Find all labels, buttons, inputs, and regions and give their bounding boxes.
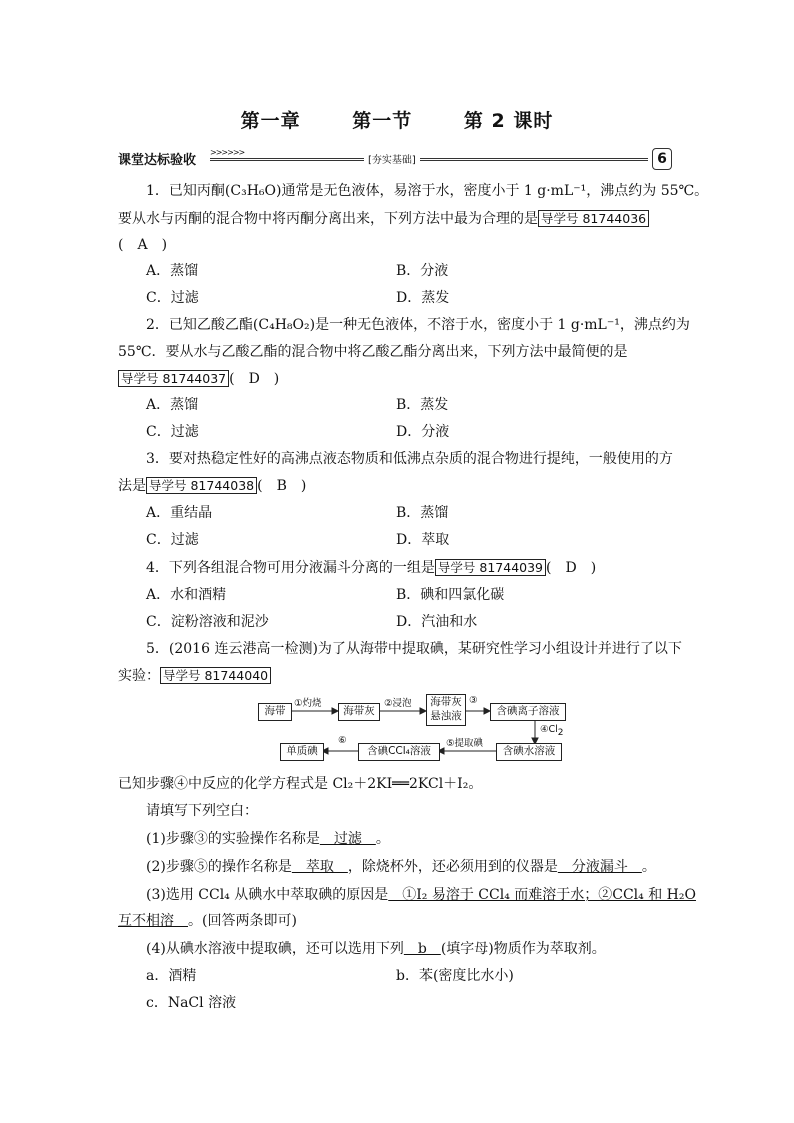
flow-box-ccl4-solution: 含碘CCl₄溶液 <box>358 743 440 761</box>
q3-option-a: A．重结晶 <box>146 505 213 521</box>
q3-line1: 3．要对热稳定性好的高沸点液态物质和低沸点杂质的混合物进行提纯，一般使用的方 <box>146 451 673 467</box>
q1-line1: 1．已知丙酮(C₃H₆O)通常是无色液体，易溶于水，密度小于 1 g·mL⁻¹，沸点约为 55℃。 <box>146 183 709 199</box>
q5-part2-answer2: 分液漏斗 <box>557 859 642 875</box>
q4-option-c: C．淀粉溶液和泥沙 <box>146 614 269 630</box>
q5-part1 <box>146 828 390 848</box>
q5-equation: 已知步骤④中反应的化学方程式是 Cl₂＋2KI══2KCl＋I₂。 <box>118 776 483 792</box>
q4-option-a: A．水和酒精 <box>146 587 227 603</box>
q5-part1-answer: 过滤 <box>319 831 376 847</box>
q5-part3 <box>146 884 696 904</box>
q2-line2: 55℃．要从水与乙酸乙酯的混合物中将乙酸乙酯分离出来，下列方法中最简便的是 <box>118 344 628 360</box>
flowchart <box>258 694 568 764</box>
q5-part4 <box>146 938 606 958</box>
q4-option-d: D．汽油和水 <box>396 614 478 630</box>
flow-box-iodide-solution: 含碘离子溶液 <box>490 703 566 721</box>
q3-line2 <box>118 475 306 495</box>
q5-option-b: b．苯(密度比水小) <box>396 968 514 984</box>
q5-part2-answer: 萃取 <box>291 859 348 875</box>
q5-part3-answer2: 互不相溶 <box>118 913 188 929</box>
flow-step-6: ⑥ <box>338 735 347 746</box>
q3-option-d: D．萃取 <box>396 532 450 548</box>
q5-prompt: 请填写下列空白： <box>146 803 258 819</box>
q2-answer: ( D ) <box>229 371 280 387</box>
section-tag: [夯实基础] <box>364 151 420 166</box>
q2-line1: 2．已知乙酸乙酯(C₄H₈O₂)是一种无色液体，不溶于水，密度小于 1 g·mL⁻¹，沸点约为 <box>146 317 690 333</box>
flow-box-seaweed: 海带 <box>258 703 292 721</box>
q5-part2-end: 。 <box>641 859 656 875</box>
flow-box-iodine: 单质碘 <box>280 743 324 761</box>
q5-part1-text: (1)步骤③的实验操作名称是 <box>146 831 320 847</box>
chapter-title: 第一章 <box>240 110 301 132</box>
flow-step-4 <box>540 724 564 738</box>
q1-answer: ( A ) <box>118 237 168 253</box>
q4-ref-link[interactable]: 导学号 81744039 <box>435 559 546 576</box>
flow-step-1: ①灼烧 <box>294 698 322 709</box>
flow-box-suspension-line2: 悬浊液 <box>430 710 462 722</box>
flow-box-iodine-water: 含碘水溶液 <box>496 743 562 761</box>
q1-line2-text: 要从水与丙酮的混合物中将丙酮分离出来，下列方法中最为合理的是 <box>118 211 538 227</box>
q5-ref-link[interactable]: 导学号 81744040 <box>160 667 271 684</box>
q1-option-c: C．过滤 <box>146 290 199 306</box>
section-divider <box>210 158 648 161</box>
q5-part1-end: 。 <box>375 831 390 847</box>
q2-option-d: D．分液 <box>396 424 450 440</box>
q5-part2-mid: ，除烧杯外，还必须用到的仪器是 <box>347 859 558 875</box>
q5-option-c: c．NaCl 溶液 <box>146 995 237 1011</box>
section-label: 课堂达标验收 <box>118 153 197 168</box>
flow-step-3: ③ <box>469 695 478 706</box>
q1-ref-link[interactable]: 导学号 81744036 <box>538 210 649 227</box>
q3-option-b: B．蒸馏 <box>396 505 449 521</box>
q1-option-d: D．蒸发 <box>396 290 450 306</box>
q2-line3 <box>118 368 279 388</box>
q1-option-b: B．分液 <box>396 263 449 279</box>
flow-step-4-text: ④Cl <box>540 724 558 735</box>
q5-line2-text: 实验： <box>118 668 160 684</box>
q5-part2-text: (2)步骤⑤的操作名称是 <box>146 859 292 875</box>
section-number-badge: 6 <box>652 148 672 170</box>
q5-part2 <box>146 856 656 876</box>
flow-step-2: ②浸泡 <box>384 698 412 709</box>
q1-line2 <box>118 208 649 228</box>
q5-line2 <box>118 665 271 685</box>
q4-answer: ( D ) <box>546 560 597 576</box>
q3-line2-text: 法是 <box>118 478 146 494</box>
q5-part3-cont <box>118 910 297 930</box>
lesson-title: 第 2 课时 <box>463 110 554 132</box>
q4-option-b: B．碘和四氯化碳 <box>396 587 505 603</box>
q4-line1-text: 4．下列各组混合物可用分液漏斗分离的一组是 <box>146 560 435 576</box>
q3-ref-link[interactable]: 导学号 81744038 <box>146 477 257 494</box>
flow-step-5: ⑤提取碘 <box>446 738 484 749</box>
q5-part4-end: (填字母)物质作为萃取剂。 <box>440 941 606 957</box>
arrows-decoration: >>>>>> <box>210 148 245 157</box>
flow-box-suspension-line1: 海带灰 <box>430 696 462 708</box>
section-header-bar <box>118 148 674 170</box>
q2-ref-link[interactable]: 导学号 81744037 <box>118 370 229 387</box>
q5-part3-answer: ①I₂ 易溶于 CCl₄ 而难溶于水；②CCl₄ 和 H₂O <box>388 887 696 903</box>
q3-answer: ( B ) <box>257 478 307 494</box>
q5-line1: 5．(2016 连云港高一检测)为了从海带中提取碘，某研究性学习小组设计并进行了以下 <box>146 641 682 657</box>
q3-option-c: C．过滤 <box>146 532 199 548</box>
q2-option-b: B．蒸发 <box>396 397 449 413</box>
q5-part4-answer: b <box>403 941 441 957</box>
q2-option-c: C．过滤 <box>146 424 199 440</box>
q5-part3-text: (3)选用 CCl₄ 从碘水中萃取碘的原因是 <box>146 887 389 903</box>
flow-box-suspension <box>426 694 466 726</box>
flow-step-4-sub: 2 <box>557 727 564 738</box>
q1-option-a: A．蒸馏 <box>146 263 199 279</box>
flow-box-ash: 海带灰 <box>338 703 380 721</box>
q5-option-a: a．酒精 <box>146 968 197 984</box>
q5-part3-end: 。(回答两条即可) <box>188 913 297 929</box>
q5-part4-text: (4)从碘水溶液中提取碘，还可以选用下列 <box>146 941 404 957</box>
section-title: 第一节 <box>352 110 413 132</box>
q2-option-a: A．蒸馏 <box>146 397 199 413</box>
q4-line1 <box>146 557 596 577</box>
page-title <box>0 106 794 133</box>
